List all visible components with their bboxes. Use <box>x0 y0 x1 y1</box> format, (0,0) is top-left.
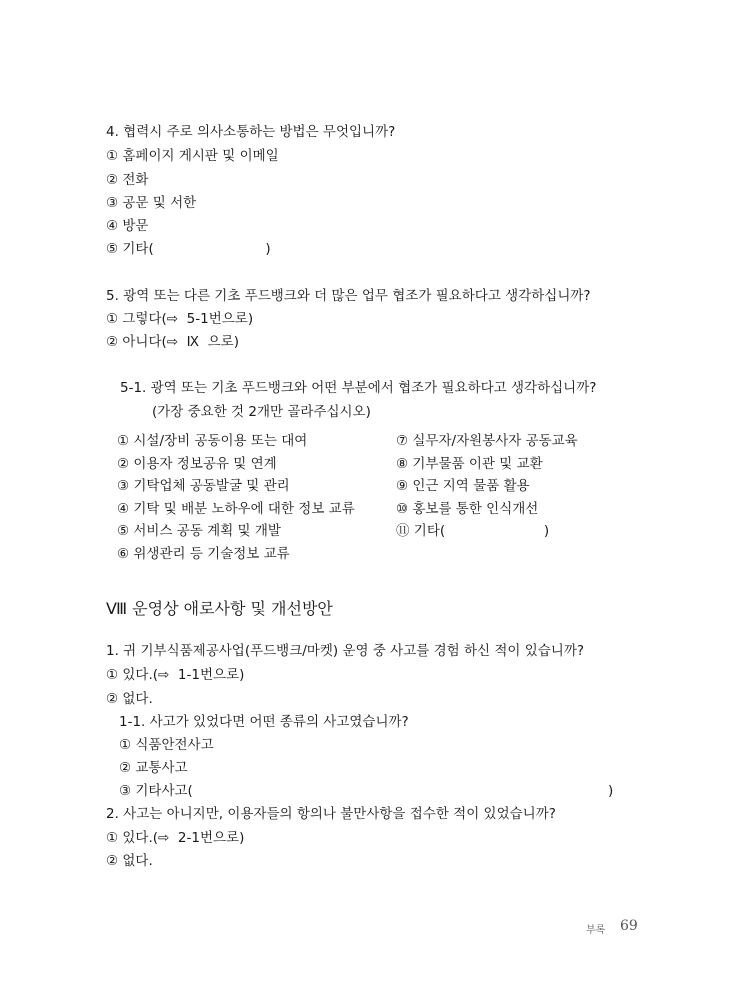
section-8-title: Ⅷ 운영상 애로사항 및 개선방안 <box>106 599 333 618</box>
section-8-question-2: 2. 사고는 아니지만, 이용자들의 항의나 불만사항을 접수한 적이 있었습니까? <box>106 806 556 822</box>
s1-option-2: ② 없다. <box>106 691 153 707</box>
s1-1-option-3: ③ 기타사고( <box>119 783 193 799</box>
question-5-1: 5-1. 광역 또는 기초 푸드뱅크와 어떤 부분에서 협조가 필요하다고 생각하십니까? <box>120 380 597 396</box>
q4-option-5: ⑤ 기타( ) <box>106 241 271 257</box>
q5-1-option-6: ⑥ 위생관리 등 기술정보 교류 <box>117 546 290 562</box>
q4-option-1: ① 홈페이지 게시판 및 이메일 <box>106 148 279 164</box>
q5-1-option-3: ③ 기탁업체 공동발굴 및 관리 <box>117 478 290 494</box>
q5-option-2: ② 아니다(⇨ Ⅸ 으로) <box>106 334 239 350</box>
question-1-1: 1-1. 사고가 있었다면 어떤 종류의 사고였습니까? <box>119 714 409 730</box>
s1-1-option-2: ② 교통사고 <box>119 760 188 776</box>
question-4: 4. 협력시 주로 의사소통하는 방법은 무엇입니까? <box>106 124 396 140</box>
q5-1-option-4: ④ 기탁 및 배분 노하우에 대한 정보 교류 <box>117 501 355 517</box>
s1-1-option-3-close: ) <box>608 783 614 799</box>
footer-label: 부록 <box>586 925 606 936</box>
q4-option-2: ② 전화 <box>106 172 149 188</box>
q5-1-option-2: ② 이용자 정보공유 및 연계 <box>117 456 277 472</box>
q5-1-option-11: ⑪ 기타( ) <box>396 523 550 539</box>
page-number: 69 <box>620 918 638 934</box>
q5-1-option-10: ⑩ 홍보를 통한 인식개선 <box>396 501 539 517</box>
q5-1-option-5: ⑤ 서비스 공동 계획 및 개발 <box>117 523 281 539</box>
q5-1-option-8: ⑧ 기부물품 이관 및 교환 <box>396 456 543 472</box>
q5-1-option-9: ⑨ 인근 지역 물품 활용 <box>396 478 530 494</box>
s2-option-2: ② 없다. <box>106 853 153 869</box>
q5-option-1: ① 그렇다(⇨ 5-1번으로) <box>106 311 254 327</box>
s1-1-option-1: ① 식품안전사고 <box>119 737 214 753</box>
section-8-question-1: 1. 귀 기부식품제공사업(푸드뱅크/마켓) 운영 중 사고를 경험 하신 적이 있습니까? <box>106 643 585 659</box>
s2-option-1: ① 있다.(⇨ 2-1번으로) <box>106 830 245 846</box>
q5-1-option-1: ① 시설/장비 공동이용 또는 대여 <box>117 433 308 449</box>
q4-option-4: ④ 방문 <box>106 218 149 234</box>
q5-1-instruction: (가장 중요한 것 2개만 골라주십시오) <box>152 404 371 420</box>
s1-option-1: ① 있다.(⇨ 1-1번으로) <box>106 667 245 683</box>
q5-1-option-7: ⑦ 실무자/자원봉사자 공동교육 <box>396 433 578 449</box>
q4-option-3: ③ 공문 및 서한 <box>106 195 197 211</box>
question-5: 5. 광역 또는 다른 기초 푸드뱅크와 더 많은 업무 협조가 필요하다고 생각하십니까? <box>106 288 591 304</box>
